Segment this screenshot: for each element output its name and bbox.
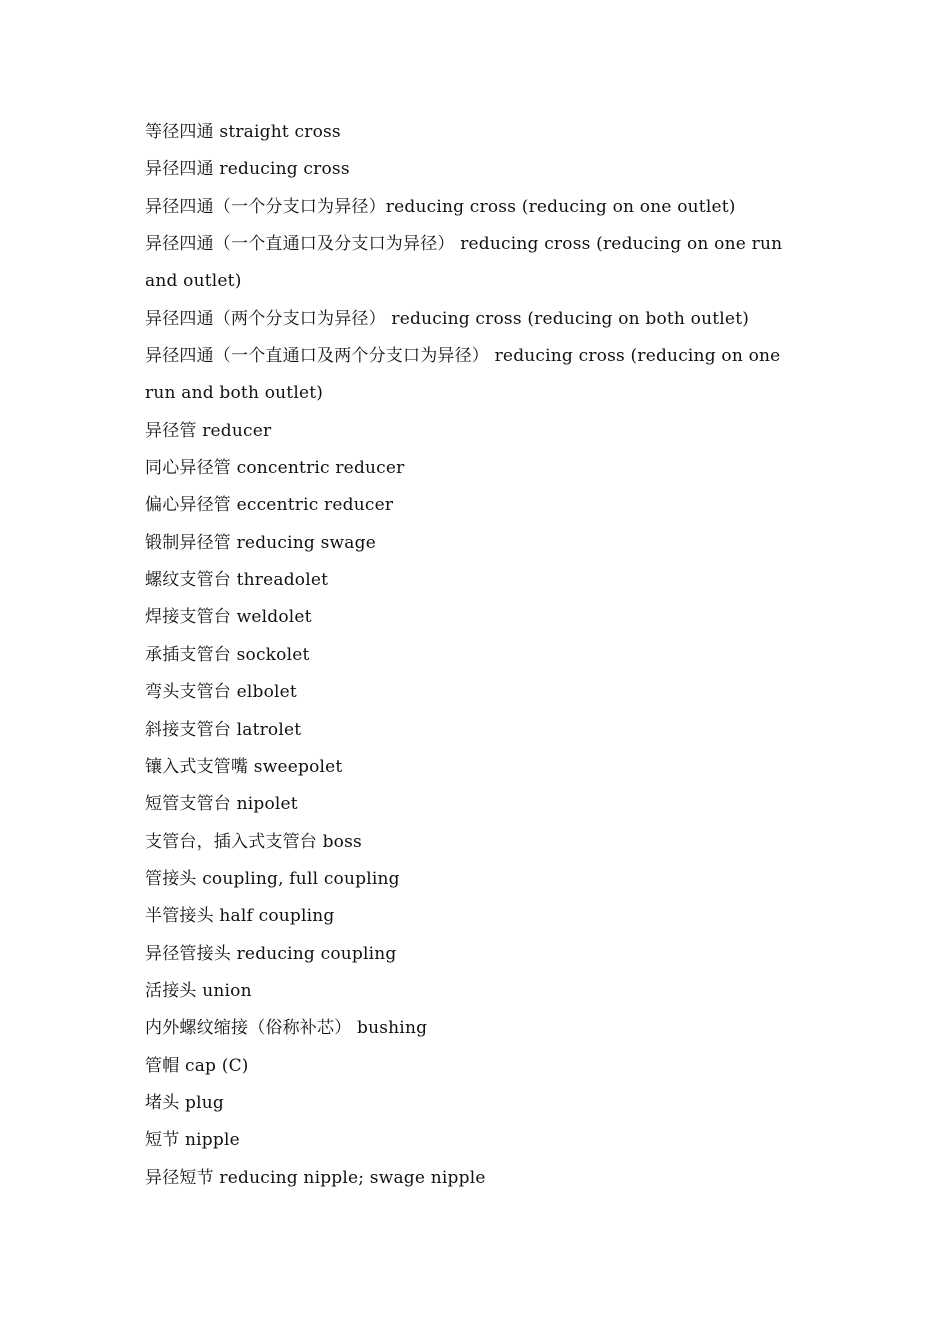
text-line: 支管台，插入式支管台 boss: [145, 831, 362, 852]
text-line: 异径四通（一个分支口为异径）reducing cross (reducing on one outlet): [145, 196, 736, 217]
text-line: 螺纹支管台 threadolet: [145, 570, 329, 591]
text-line: 等径四通 straight cross: [145, 122, 341, 142]
text-line: 管帽 cap (C): [145, 1055, 249, 1076]
text-line: 异径四通（两个分支口为异径） reducing cross (reducing on both outlet): [145, 308, 750, 329]
text-line: 斜接支管台 latrolet: [145, 719, 302, 740]
text-line: 异径短节 reducing nipple; swage nipple: [145, 1167, 486, 1188]
text-line: 弯头支管台 elbolet: [145, 682, 297, 703]
text-line: 短管支管台 nipolet: [145, 794, 298, 815]
text-line: 短节 nipple: [145, 1130, 240, 1151]
text-line: run and both outlet): [145, 383, 324, 404]
text-line: 半管接头 half coupling: [145, 906, 335, 927]
text-line: 异径四通（一个直通口及两个分支口为异径） reducing cross (reducing on one: [145, 346, 781, 367]
text-line: 承插支管台 sockolet: [145, 644, 310, 665]
document-body: [145, 114, 815, 1197]
text-line: 堵头 plug: [145, 1092, 224, 1113]
text-line: 活接头 union: [145, 980, 252, 1001]
text-line: 异径四通 reducing cross: [145, 159, 350, 180]
text-line: 异径管接头 reducing coupling: [145, 943, 397, 964]
text-line: 异径管 reducer: [145, 420, 272, 441]
text-line: 焊接支管台 weldolet: [145, 607, 312, 628]
text-line: 锻制异径管 reducing swage: [145, 532, 376, 553]
text-line: 内外螺纹缩接（俗称补芯） bushing: [145, 1018, 428, 1039]
text-line: 偏心异径管 eccentric reducer: [145, 495, 394, 516]
text-line: 镶入式支管嘴 sweepolet: [145, 756, 343, 777]
text-line: and outlet): [145, 271, 242, 292]
text-line: 异径四通（一个直通口及分支口为异径） reducing cross (reducing on one run: [145, 234, 783, 255]
text-line: 同心异径管 concentric reducer: [145, 458, 405, 479]
text-line: 管接头 coupling, full coupling: [145, 868, 400, 889]
